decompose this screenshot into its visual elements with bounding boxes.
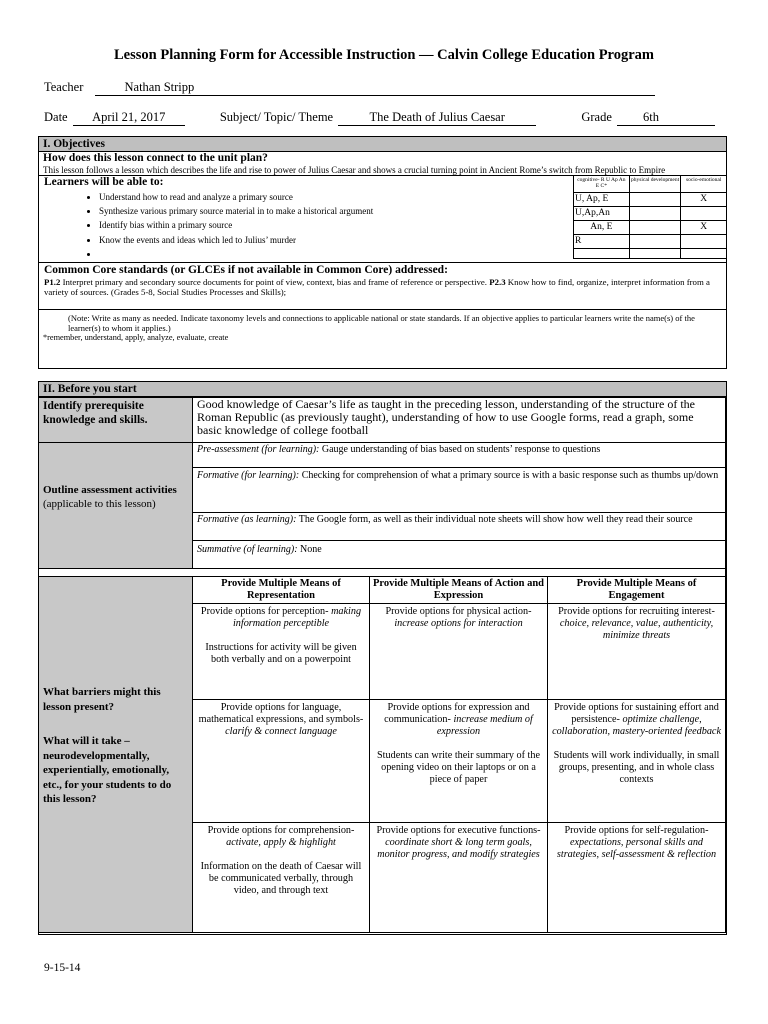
objective-item: • Understand how to read and analyze a primary source [99, 190, 569, 204]
col-physical: physical development [629, 176, 681, 193]
col-socio: socio-emotional [681, 176, 727, 193]
udl-italic: expectations, personal skills and strategies, self-assessment & reflection [556, 837, 717, 860]
assess-sub: (applicable to this lesson) [43, 498, 156, 510]
connect-question: How does this lesson connect to the unit plan? [43, 152, 268, 164]
prereq-text[interactable]: Good knowledge of Caesar’s life as taught in the preceding lesson, understanding of the structure of the Roman Republic (as previously taught), understanding of how to use Google forms, read a graph, some basic knowledge of college football [193, 398, 726, 443]
form2-text: The Google form, as well as their individual note sheets will show how well they read their source [296, 514, 693, 525]
socio-cell[interactable] [681, 249, 727, 259]
barriers-q2: What will it take – neurodevelopmentally, experientially, emotionally, etc., for your students to do this lesson? [43, 735, 172, 805]
learners-block [39, 175, 726, 262]
barriers-q1: What barriers might this lesson present? [43, 686, 161, 713]
subject-label: Subject/ Topic/ Theme [219, 110, 334, 124]
objectives-title: I. Objectives [39, 137, 726, 152]
udl-plain: Provide options for perception- [200, 606, 329, 617]
udl-header-action: Provide Multiple Means of Action and Expression [370, 577, 548, 604]
date-field[interactable] [73, 110, 185, 126]
udl-extra: Students will work individually, in small groups, presenting, and in whole class contexts [553, 750, 720, 785]
udl-cell[interactable] [193, 604, 370, 700]
objectives-section [38, 136, 727, 369]
udl-italic: activate, apply & highlight [226, 837, 336, 848]
socio-cell[interactable] [681, 207, 727, 221]
form-title: Lesson Planning Form for Accessible Instruction — Calvin College Education Program [114, 47, 654, 63]
phys-cell[interactable] [629, 193, 681, 207]
udl-italic: increase medium of expression [436, 714, 533, 737]
udl-italic: making information perceptible [232, 606, 362, 629]
summative[interactable] [193, 541, 726, 569]
spacer-row [39, 569, 726, 577]
standards-heading: Common Core standards (or GLCEs if not available in Common Core) addressed: [44, 264, 448, 276]
learners-heading: Learners will be able to: [44, 176, 164, 188]
cog-cell[interactable]: U, Ap, E [574, 193, 630, 207]
taxonomy-footnote: *remember, understand, apply, analyze, evaluate, create [43, 333, 229, 342]
udl-italic: optimize challenge, collaboration, mastery-oriented feedback [552, 714, 721, 737]
teacher-value: Nathan Stripp [124, 80, 195, 94]
udl-cell[interactable] [548, 604, 726, 700]
formative-as[interactable] [193, 513, 726, 541]
standard-p12-text: Interpret primary and secondary source documents for point of view, context, bias and frame of reference or perspective. [60, 277, 490, 287]
col-cognitive: cognitive- R U Ap An E C* [574, 176, 630, 193]
assess-label: Outline assessment activities [43, 484, 177, 496]
standard-p23-label: P2.3 [489, 277, 506, 287]
objectives-list [87, 190, 569, 261]
cog-cell[interactable]: R [574, 235, 630, 249]
cog-cell[interactable]: An, E [574, 221, 630, 235]
standard-p12-label: P1.2 [44, 277, 61, 287]
standards-block [39, 262, 726, 309]
pre-assessment[interactable] [193, 443, 726, 468]
teacher-row [44, 80, 684, 96]
udl-plain: Provide options for language, mathematical expressions, and symbols- [198, 702, 364, 725]
objective-item: • Identify bias within a primary source [99, 218, 569, 232]
teacher-field[interactable] [95, 80, 655, 96]
udl-italic: choice, relevance, value, authenticity, minimize threats [559, 618, 714, 641]
grade-label: Grade [581, 110, 612, 124]
cog-cell[interactable] [574, 249, 630, 259]
grade-value: 6th [643, 110, 659, 124]
pre-label: Pre-assessment (for learning): [197, 444, 320, 455]
prereq-label: Identify prerequisite knowledge and skills. [39, 398, 193, 443]
udl-italic: clarify & connect language [225, 726, 337, 737]
udl-header-engagement: Provide Multiple Means of Engagement [548, 577, 726, 604]
cog-cell[interactable]: U,Ap,An [574, 207, 630, 221]
barriers-cell [39, 577, 193, 933]
grade-field[interactable] [617, 110, 715, 126]
udl-extra: Information on the death of Caesar will be communicated verbally, through video, and through text [200, 861, 362, 896]
before-title: II. Before you start [39, 382, 726, 397]
udl-italic: increase options for interaction [394, 618, 523, 629]
udl-plain: Provide options for recruiting interest- [558, 606, 715, 617]
udl-extra: Instructions for activity will be given both verbally and on a powerpoint [205, 642, 357, 665]
before-table [38, 397, 726, 933]
udl-italic: coordinate short & long term goals, monitor progress, and modify strategies [377, 837, 540, 860]
udl-cell[interactable] [370, 823, 548, 933]
udl-plain: Provide options for executive functions- [376, 825, 541, 836]
teacher-label: Teacher [44, 80, 84, 94]
objective-item [99, 247, 569, 261]
phys-cell[interactable] [629, 235, 681, 249]
phys-cell[interactable] [629, 221, 681, 235]
form1-text: Checking for comprehension of what a primary source is with a basic response such as thumbs up/down [299, 470, 719, 481]
standard-p23-text: Know how to find, organize, interpret information from a variety of sources. (Grades 5-8, Social Studies Processes and Skills); [44, 277, 710, 297]
udl-plain: Provide options for expression and communication- [384, 702, 530, 725]
udl-plain: Provide options for self-regulation- [564, 825, 709, 836]
taxonomy-table [573, 175, 727, 259]
udl-extra: Students can write their summary of the opening video on their laptops or on a piece of paper [377, 750, 540, 785]
udl-cell[interactable] [370, 604, 548, 700]
phys-cell[interactable] [629, 207, 681, 221]
assess-label-cell [39, 443, 193, 569]
summ-label: Summative (of learning): [197, 544, 298, 555]
date-label: Date [44, 110, 68, 124]
date-value: April 21, 2017 [92, 110, 166, 124]
note-text: (Note: Write as many as needed. Indicate taxonomy levels and connections to applicable national or state standards. If an objective applies to particular learners write the name(s) of the learner(s) to whom it applies.) [68, 313, 695, 333]
standards-text [44, 277, 721, 297]
socio-cell[interactable]: X [681, 193, 727, 207]
form2-label: Formative (as learning): [197, 514, 297, 525]
udl-header-representation: Provide Multiple Means of Representation [193, 577, 370, 604]
footer-date: 9-15-14 [44, 962, 81, 974]
udl-cell[interactable] [370, 700, 548, 823]
note-block [39, 309, 726, 343]
udl-cell[interactable] [548, 700, 726, 823]
formative-for[interactable] [193, 468, 726, 513]
form1-label: Formative (for learning): [197, 470, 300, 481]
udl-plain: Provide options for sustaining effort and persistence- [554, 702, 719, 725]
objective-item: • Know the events and ideas which led to Julius’ murder [99, 233, 569, 247]
socio-cell[interactable] [681, 235, 727, 249]
summ-text: None [297, 544, 322, 555]
phys-cell[interactable] [629, 249, 681, 259]
udl-cell[interactable] [548, 823, 726, 933]
connect-answer: This lesson follows a lesson which describes the life and rise to power of Julius Caesar and shows a crucial turning point in Ancient Rome’s switch from Republic to Empire [43, 165, 666, 175]
subject-value: The Death of Julius Caesar [369, 110, 505, 124]
udl-cell[interactable] [193, 823, 370, 933]
udl-plain: Provide options for comprehension- [207, 825, 355, 836]
date-row [44, 110, 734, 126]
pre-text: Gauge understanding of bias based on students’ response to questions [319, 444, 601, 455]
objective-item: • Synthesize various primary source material in to make a historical argument [99, 204, 569, 218]
udl-plain: Provide options for physical action- [385, 606, 532, 617]
udl-cell[interactable] [193, 700, 370, 823]
before-section [38, 381, 727, 935]
subject-field[interactable] [338, 110, 536, 126]
socio-cell[interactable]: X [681, 221, 727, 235]
